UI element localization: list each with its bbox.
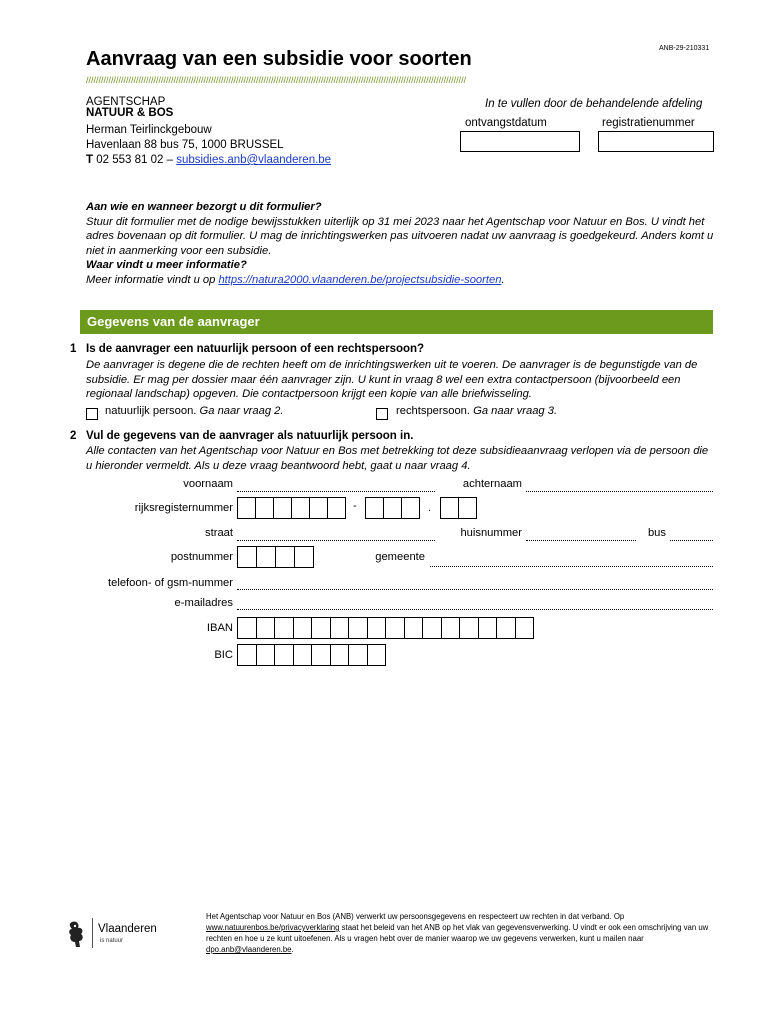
page-title: Aanvraag van een subsidie voor soorten [86,48,472,70]
agency-email-link[interactable]: subsidies.anb@vlaanderen.be [176,154,332,166]
received-date-label: ontvangstdatum [465,117,547,129]
vlaanderen-lion-icon [66,918,90,955]
char-cell[interactable] [366,497,384,519]
privacy-end: . [291,945,294,954]
char-cell[interactable] [384,497,402,519]
legal-person-checkbox[interactable] [376,408,388,420]
char-cell[interactable] [257,644,276,666]
agency-contact [86,153,331,168]
char-cell[interactable] [331,617,350,639]
char-cell[interactable] [405,617,424,639]
agency-street: Havenlaan 88 bus 75, 1000 BRUSSEL [86,139,284,151]
email-input[interactable] [237,609,713,610]
question-1-help: De aanvrager is degene die de rechten heeft om de inrichtingswerken uit te voeren. De aanvrager is de begunstigde van de subsidie. Er mag per dossier maar één aanvrager zijn. U kunt in vraag 8 wel een extra contactpersoon (bijvoorbeeld een regionaal landschap) opgeven. Die contactpersoon krijgt een kopie van alle briefwisseling. [86,359,698,400]
char-cell[interactable] [276,546,295,568]
iban-input[interactable] [237,617,534,639]
agency-building: Herman Teirlinckgebouw [86,124,212,136]
received-date-field[interactable] [460,131,580,152]
national-number-dash: - [353,500,357,512]
char-cell[interactable] [274,497,292,519]
legal-person-option [396,405,557,417]
box-label: bus [647,527,666,539]
intro-p2-suffix: . [501,273,505,286]
last-name-label: achternaam [462,478,522,490]
char-cell[interactable] [441,497,459,519]
char-cell[interactable] [459,497,477,519]
national-number-part1[interactable] [237,497,346,519]
first-name-label: voornaam [183,478,233,490]
char-cell[interactable] [294,617,313,639]
phone-input[interactable] [237,589,713,590]
privacy-email-link[interactable]: dpo.anb@vlaanderen.be [206,945,292,954]
question-2-title: Vul de gegevens van de aanvrager als natuurlijk persoon in. [86,430,414,442]
house-number-input[interactable] [526,540,636,541]
question-1-title: Is de aanvrager een natuurlijk persoon of een rechtspersoon? [86,343,425,355]
bic-input[interactable] [237,644,386,666]
municipality-label: gemeente [375,551,425,563]
first-name-input[interactable] [237,491,435,492]
brand-name: Vlaanderen [98,923,157,935]
char-cell[interactable] [275,644,294,666]
intro-paragraph-1: Stuur dit formulier met de nodige bewijsstukken uiterlijk op 31 mei 2023 naar het Agentschap voor Natuur en Bos. U vindt het adres bovenaan op dit formulier. U mag de inrichtingswerken pas uitvoeren nadat uw aanvraag is goedgekeurd. Anders komt u niet in aanmerking voor een subsidie. [86,215,714,257]
char-cell[interactable] [310,497,328,519]
char-cell[interactable] [256,497,274,519]
box-input[interactable] [670,540,713,541]
char-cell[interactable] [328,497,346,519]
char-cell[interactable] [257,617,276,639]
question-2-help: Alle contacten van het Agentschap voor Natuur en Bos met betrekking tot deze subsidieaanvraag verlopen via de persoon die u hieronder vermeldt. Als u deze vraag beantwoord hebt, gaat u naar vraag 4. [86,445,709,472]
char-cell[interactable] [238,546,257,568]
agency-logo-line1: AGENTSCHAP [86,96,166,108]
national-number-dot: . [428,502,432,514]
intro-question-1: Aan wie en wanneer bezorgt u dit formulier? [86,201,322,213]
postal-code-input[interactable] [237,546,314,568]
char-cell[interactable] [238,644,257,666]
question-2-number: 2 [70,430,77,442]
registration-number-field[interactable] [598,131,714,152]
privacy-middle: staat het beleid van het ANB op het vlak van gegevensverwerking. U vindt er ook een omschrijving van uw rechten en hoe u ze kunt uitoefenen. Als u vragen hebt over de manier waarop we uw gegevens verwerken, kunt u mailen naar [206,923,709,943]
intro-block [86,200,726,287]
legal-person-hint: Ga naar vraag 3. [473,405,558,417]
natural-person-label: natuurlijk persoon. [105,405,197,417]
national-number-label: rijksregisternummer [134,502,233,514]
intro-p2-prefix: Meer informatie vindt u op [86,273,216,286]
national-number-part2[interactable] [365,497,420,519]
agency-phone: 02 553 81 02 – [96,154,173,166]
char-cell[interactable] [294,644,313,666]
last-name-input[interactable] [526,491,713,492]
natural-person-hint: Ga naar vraag 2. [199,405,284,417]
char-cell[interactable] [312,644,331,666]
brand-divider [92,918,93,948]
intro-question-2: Waar vindt u meer informatie? [86,259,247,271]
agency-logo-line2: NATUUR & BOS [86,107,174,119]
char-cell[interactable] [331,644,350,666]
phone-prefix: T [86,154,94,166]
char-cell[interactable] [442,617,461,639]
bic-label: BIC [214,649,233,661]
char-cell[interactable] [238,497,256,519]
char-cell[interactable] [349,644,368,666]
privacy-notice [206,911,714,955]
char-cell[interactable] [295,546,314,568]
question-1-number: 1 [70,343,77,355]
privacy-link[interactable]: www.natuurenbos.be/privacyverklaring [206,923,340,932]
char-cell[interactable] [292,497,310,519]
intro-paragraph-2 [86,273,726,288]
street-input[interactable] [237,540,435,541]
form-code: ANB-29-210331 [659,45,710,52]
house-number-label: huisnummer [460,527,522,539]
national-number-part3[interactable] [440,497,477,519]
postal-code-label: postnummer [170,551,233,563]
char-cell[interactable] [349,617,368,639]
street-label: straat [205,527,233,539]
char-cell[interactable] [479,617,498,639]
natural-person-checkbox[interactable] [86,408,98,420]
info-link[interactable]: https://natura2000.vlaanderen.be/projectsubsidie-soorten [218,273,502,286]
char-cell[interactable] [368,644,387,666]
char-cell[interactable] [402,497,420,519]
char-cell[interactable] [238,617,257,639]
char-cell[interactable] [312,617,331,639]
title-divider: //////////////////////////////////////////////////////////////////////////////////////////////////////////////////////////////////////////////////////// [86,75,467,85]
char-cell[interactable] [386,617,405,639]
iban-label: IBAN [206,622,233,634]
char-cell[interactable] [516,617,535,639]
char-cell[interactable] [368,617,387,639]
email-label: e-mailadres [174,597,233,609]
char-cell[interactable] [423,617,442,639]
registration-number-label: registratienummer [602,117,695,129]
section-header: Gegevens van de aanvrager [80,310,713,334]
agency-address [86,123,331,168]
privacy-prefix: Het Agentschap voor Natuur en Bos (ANB) verwerkt uw persoonsgegevens en respecteert uw rechten in dat verband. Op [206,912,625,921]
office-note: In te vullen door de behandelende afdeling [485,98,703,110]
agency-logo [86,97,173,119]
phone-label: telefoon- of gsm-nummer [108,577,233,589]
municipality-input[interactable] [430,566,713,567]
natural-person-option [105,405,284,417]
char-cell[interactable] [497,617,516,639]
legal-person-label: rechtspersoon. [396,405,471,417]
char-cell[interactable] [460,617,479,639]
brand-subtitle: is natuur [100,938,124,944]
char-cell[interactable] [257,546,276,568]
char-cell[interactable] [275,617,294,639]
